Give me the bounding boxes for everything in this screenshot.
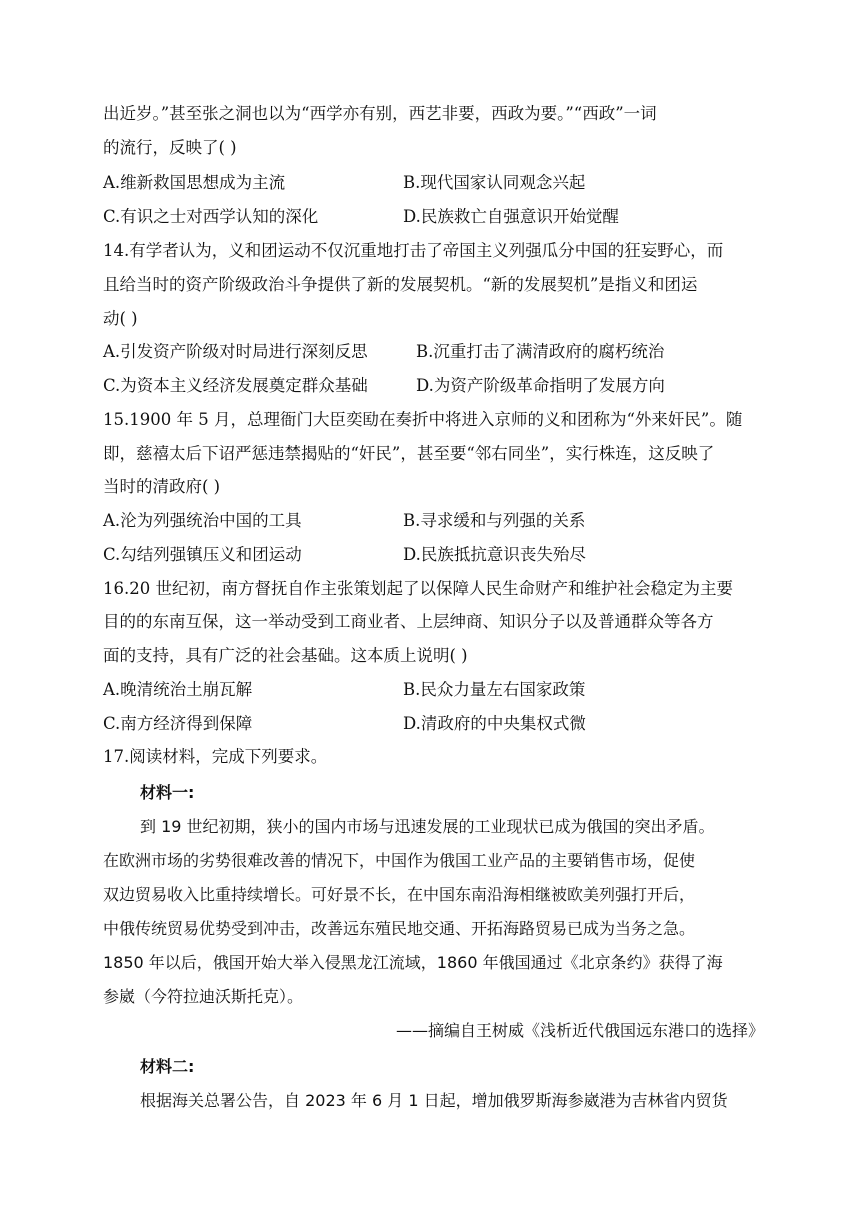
q14-option-d: D.为资产阶级革命指明了发展方向 — [416, 376, 665, 395]
q14-option-b: B.沉重打击了满清政府的腐朽统治 — [416, 342, 665, 361]
q13-stem-line-2: 的流行，反映了( ) — [103, 138, 237, 157]
q15-option-d: D.民族抵抗意识丧失殆尽 — [403, 545, 586, 564]
material-1-line-5: 1850 年以后，俄国开始大举入侵黑龙江流域，1860 年俄国通过《北京条约》获得了海 — [103, 953, 723, 972]
q16-option-c: C.南方经济得到保障 — [103, 714, 253, 733]
material-2-line-1: 根据海关总署公告，自 2023 年 6 月 1 日起，增加俄罗斯海参崴港为吉林省内贸货 — [140, 1091, 728, 1110]
q17-stem: 17.阅读材料，完成下列要求。 — [103, 747, 328, 766]
material-1-source: ——摘编自王树威《浅析近代俄国远东港口的选择》 — [395, 1021, 764, 1040]
q15-stem-line-1: 15.1900 年 5 月，总理衙门大臣奕劻在奏折中将进入京师的义和团称为“外来奸民”。随 — [103, 410, 743, 429]
material-1-line-6: 参崴（今符拉迪沃斯托克）。 — [103, 987, 304, 1006]
material-1-line-3: 双边贸易收入比重持续增长。可好景不长，在中国东南沿海相继被欧美列强打开后， — [103, 885, 696, 904]
material-1-line-2: 在欧洲市场的劣势很难改善的情况下，中国作为俄国工业产品的主要销售市场，促使 — [103, 851, 696, 870]
q16-stem-line-1: 16.20 世纪初，南方督抚自作主张策划起了以保障人民生命财产和维护社会稳定为主要 — [103, 579, 733, 598]
q14-option-c: C.为资本主义经济发展奠定群众基础 — [103, 376, 368, 395]
q13-option-a: A.维新救国思想成为主流 — [103, 173, 286, 192]
q16-option-d: D.清政府的中央集权式微 — [403, 714, 586, 733]
q16-stem-line-3: 面的支持，具有广泛的社会基础。这本质上说明( ) — [103, 646, 468, 665]
q15-stem-line-2: 即，慈禧太后下诏严惩违禁揭贴的“奸民”，甚至要“邻右同坐”，实行株连，这反映了 — [103, 444, 715, 463]
q16-stem-line-2: 目的的东南互保，这一举动受到工商业者、上层绅商、知识分子以及普通群众等各方 — [103, 612, 714, 631]
material-2-title: 材料二: — [140, 1057, 195, 1076]
q15-option-c: C.勾结列强镇压义和团运动 — [103, 545, 302, 564]
material-1-line-4: 中俄传统贸易优势受到冲击，改善远东殖民地交通、开拓海路贸易已成为当务之急。 — [103, 919, 696, 938]
q15-option-b: B.寻求缓和与列强的关系 — [403, 511, 586, 530]
q14-stem-line-2: 且给当时的资产阶级政治斗争提供了新的发展契机。“新的发展契机”是指义和团运 — [103, 275, 698, 294]
q14-stem-line-1: 14.有学者认为，义和团运动不仅沉重地打击了帝国主义列强瓜分中国的狂妄野心，而 — [103, 241, 724, 260]
q16-option-a: A.晚清统治土崩瓦解 — [103, 680, 253, 699]
material-1-title: 材料一: — [140, 783, 195, 802]
q13-option-b: B.现代国家认同观念兴起 — [403, 173, 586, 192]
material-1-line-1: 到 19 世纪初期，狭小的国内市场与迅速发展的工业现状已成为俄国的突出矛盾。 — [140, 817, 715, 836]
q15-option-a: A.沦为列强统治中国的工具 — [103, 511, 302, 530]
q15-stem-line-3: 当时的清政府( ) — [103, 477, 221, 496]
q13-option-c: C.有识之士对西学认知的深化 — [103, 207, 319, 226]
q16-option-b: B.民众力量左右国家政策 — [403, 680, 586, 699]
q13-stem-line-1: 出近岁。”甚至张之洞也以为“西学亦有别，西艺非要，西政为要。”“西政”一词 — [103, 104, 657, 123]
q13-option-d: D.民族救亡自强意识开始觉醒 — [403, 207, 619, 226]
q14-option-a: A.引发资产阶级对时局进行深刻反思 — [103, 342, 368, 361]
q14-stem-line-3: 动( ) — [103, 309, 138, 328]
